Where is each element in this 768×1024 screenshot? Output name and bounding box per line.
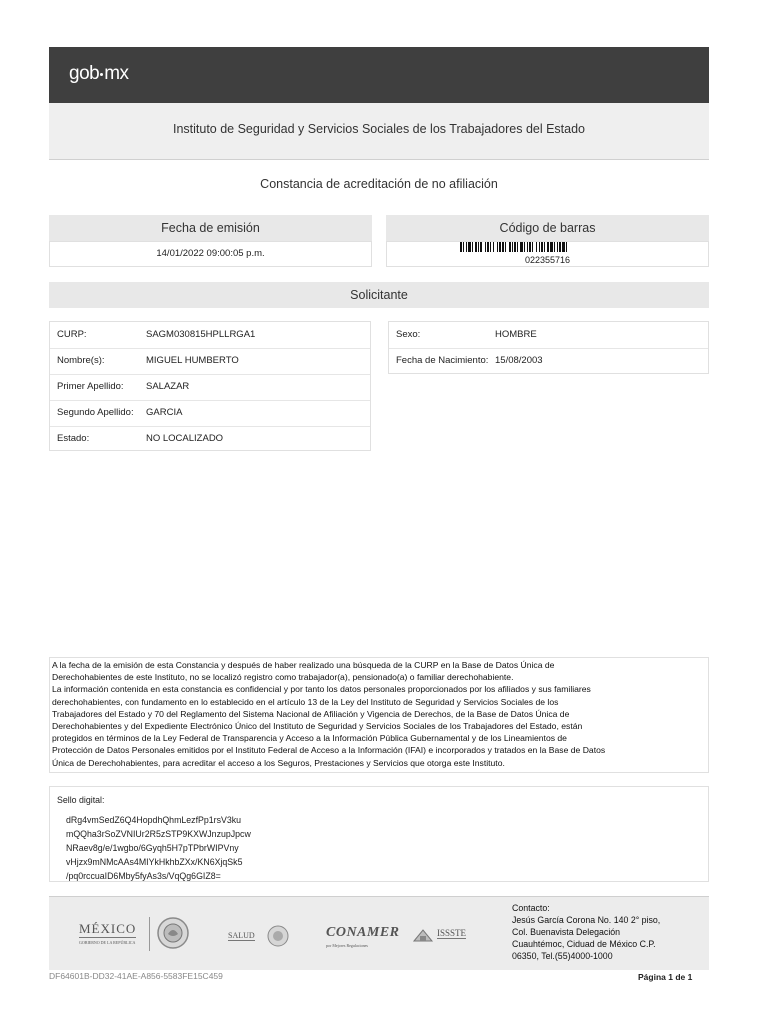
digital-seal-label: Sello digital: xyxy=(57,795,105,805)
applicant-fields-right xyxy=(388,321,709,374)
field-label: CURP: xyxy=(57,329,87,340)
field-value: GARCIA xyxy=(146,407,183,418)
field-row xyxy=(389,348,708,374)
legal-line: Derechohabientes de este Instituto, no se localizó registro como trabajador(a), pensionado(a) o familiar derechohabiente. xyxy=(52,672,514,683)
field-row xyxy=(50,426,370,452)
field-row xyxy=(50,322,370,349)
mexico-logo xyxy=(79,921,136,945)
emission-section xyxy=(49,215,372,267)
digital-seal-code: dRg4vmSedZ6Q4HopdhQhmLezfPp1rsV3ku mQQha3rSoZVNIUr2R5zSTP9KXWJnzupJpcw NRaev8g/e/1wgbo/6Gyqh5H7pTPbrWIPVny vHjzx9mNMcAAs4MIYkHkhbZXx/KN6XjqSk5 /pq0rccuaID6Mby5fyAs3s/VqQg6GIZ8= xyxy=(66,815,251,881)
field-value: NO LOCALIZADO xyxy=(146,433,224,444)
footer-bar xyxy=(49,896,709,970)
digital-seal-box xyxy=(49,786,709,882)
contact-info xyxy=(512,902,660,962)
contact-line: Jesús García Corona No. 140 2° piso, xyxy=(512,915,661,925)
legal-line: Trabajadores del Estado y 70 del Reglamento del Sistema Nacional de Afiliación y Vigencia de Derechos, de la Base de Datos Única de xyxy=(52,708,570,719)
mexico-logo-subtext: GOBIERNO DE LA REPÚBLICA xyxy=(79,940,136,945)
field-value: HOMBRE xyxy=(495,329,537,340)
solicitante-heading: Solicitante xyxy=(49,282,709,308)
header-bar xyxy=(49,47,709,103)
barcode-image xyxy=(460,242,636,252)
field-label: Estado: xyxy=(57,433,90,444)
barcode-heading: Código de barras xyxy=(386,215,709,241)
field-label: Nombre(s): xyxy=(57,355,105,366)
field-row xyxy=(50,374,370,401)
contact-line: Contacto: xyxy=(512,903,550,913)
field-value: MIGUEL HUMBERTO xyxy=(146,355,239,366)
document-title: Constancia de acreditación de no afiliación xyxy=(260,177,498,191)
salud-seal-icon xyxy=(267,925,289,947)
legal-line: Protección de Datos Personales emitidos por el Instituto Federal de Acceso a la Información (IFAI) e incorporados y tratados en la Base de Datos xyxy=(52,745,606,756)
legal-line: Única de Derechohabientes, para acreditar el acceso a los Seguros, Prestaciones y Servicios que otorga este Instituto. xyxy=(52,757,505,768)
institute-bar xyxy=(49,103,709,160)
contact-line: Cuauhtémoc, Ciduad de México C.P. xyxy=(512,939,656,949)
legal-line: La información contenida en esta constancia es confidencial y por tanto los datos personales proporcionados por los afiliados y sus familiares xyxy=(52,684,591,695)
contact-line: Col. Buenavista Delegación xyxy=(512,927,621,937)
emission-date: 14/01/2022 09:00:05 p.m. xyxy=(49,241,372,267)
field-label: Fecha de Nacimiento: xyxy=(396,355,489,366)
mexico-logo-text: MÉXICO xyxy=(79,921,137,936)
legal-line: A la fecha de la emisión de esta Constancia y después de haber realizado una búsqueda de la CURP en la Base de Datos Única de xyxy=(52,660,555,670)
issste-logo: ISSSTE xyxy=(437,928,467,938)
field-value: SAGM030815HPLLRGA1 xyxy=(146,329,256,340)
contact-line: 06350, Tel.(55)4000-1000 xyxy=(512,951,613,961)
field-value: SALAZAR xyxy=(146,381,190,392)
field-label: Segundo Apellido: xyxy=(57,407,134,418)
legal-line: derechohabientes, con fundamento en lo establecido en el artículo 13 de la Ley del Instituto de Seguridad y Servicios Sociales de los xyxy=(52,696,559,707)
logo-divider xyxy=(149,917,150,951)
legal-text xyxy=(52,659,708,769)
field-value: 15/08/2003 xyxy=(495,355,543,366)
conamer-logo: CONAMER xyxy=(326,925,400,940)
field-row xyxy=(389,322,708,349)
barcode-number: 022355716 xyxy=(524,255,571,265)
national-seal-icon xyxy=(156,916,190,950)
applicant-fields-left xyxy=(49,321,371,451)
field-label: Primer Apellido: xyxy=(57,381,124,392)
legal-line: Derechohabientes y del Expediente Electrónico Único del Instituto de Seguridad y Servicios Sociales de los Trabajadores del Estado, están xyxy=(52,721,583,732)
field-row xyxy=(50,400,370,427)
salud-logo: SALUD xyxy=(228,931,255,940)
field-label: Sexo: xyxy=(396,329,421,340)
institute-name: Instituto de Seguridad y Servicios Sociales de los Trabajadores del Estado xyxy=(172,122,586,136)
emission-heading: Fecha de emisión xyxy=(49,215,372,241)
page-number: Página 1 de 1 xyxy=(638,972,693,982)
legal-line: protegidos en términos de la Ley Federal de Transparencia y Acceso a la Información Pública Gubernamental y de los Lineamientos de xyxy=(52,733,567,744)
gobmx-logo: gob mx xyxy=(69,63,129,84)
document-id: DF64601B-DD32-41AE-A856-5583FE15C459 xyxy=(49,971,223,981)
field-row xyxy=(50,348,370,375)
issste-emblem-icon xyxy=(412,927,434,945)
conamer-subtext: por Mejores Regulaciones xyxy=(326,943,368,948)
